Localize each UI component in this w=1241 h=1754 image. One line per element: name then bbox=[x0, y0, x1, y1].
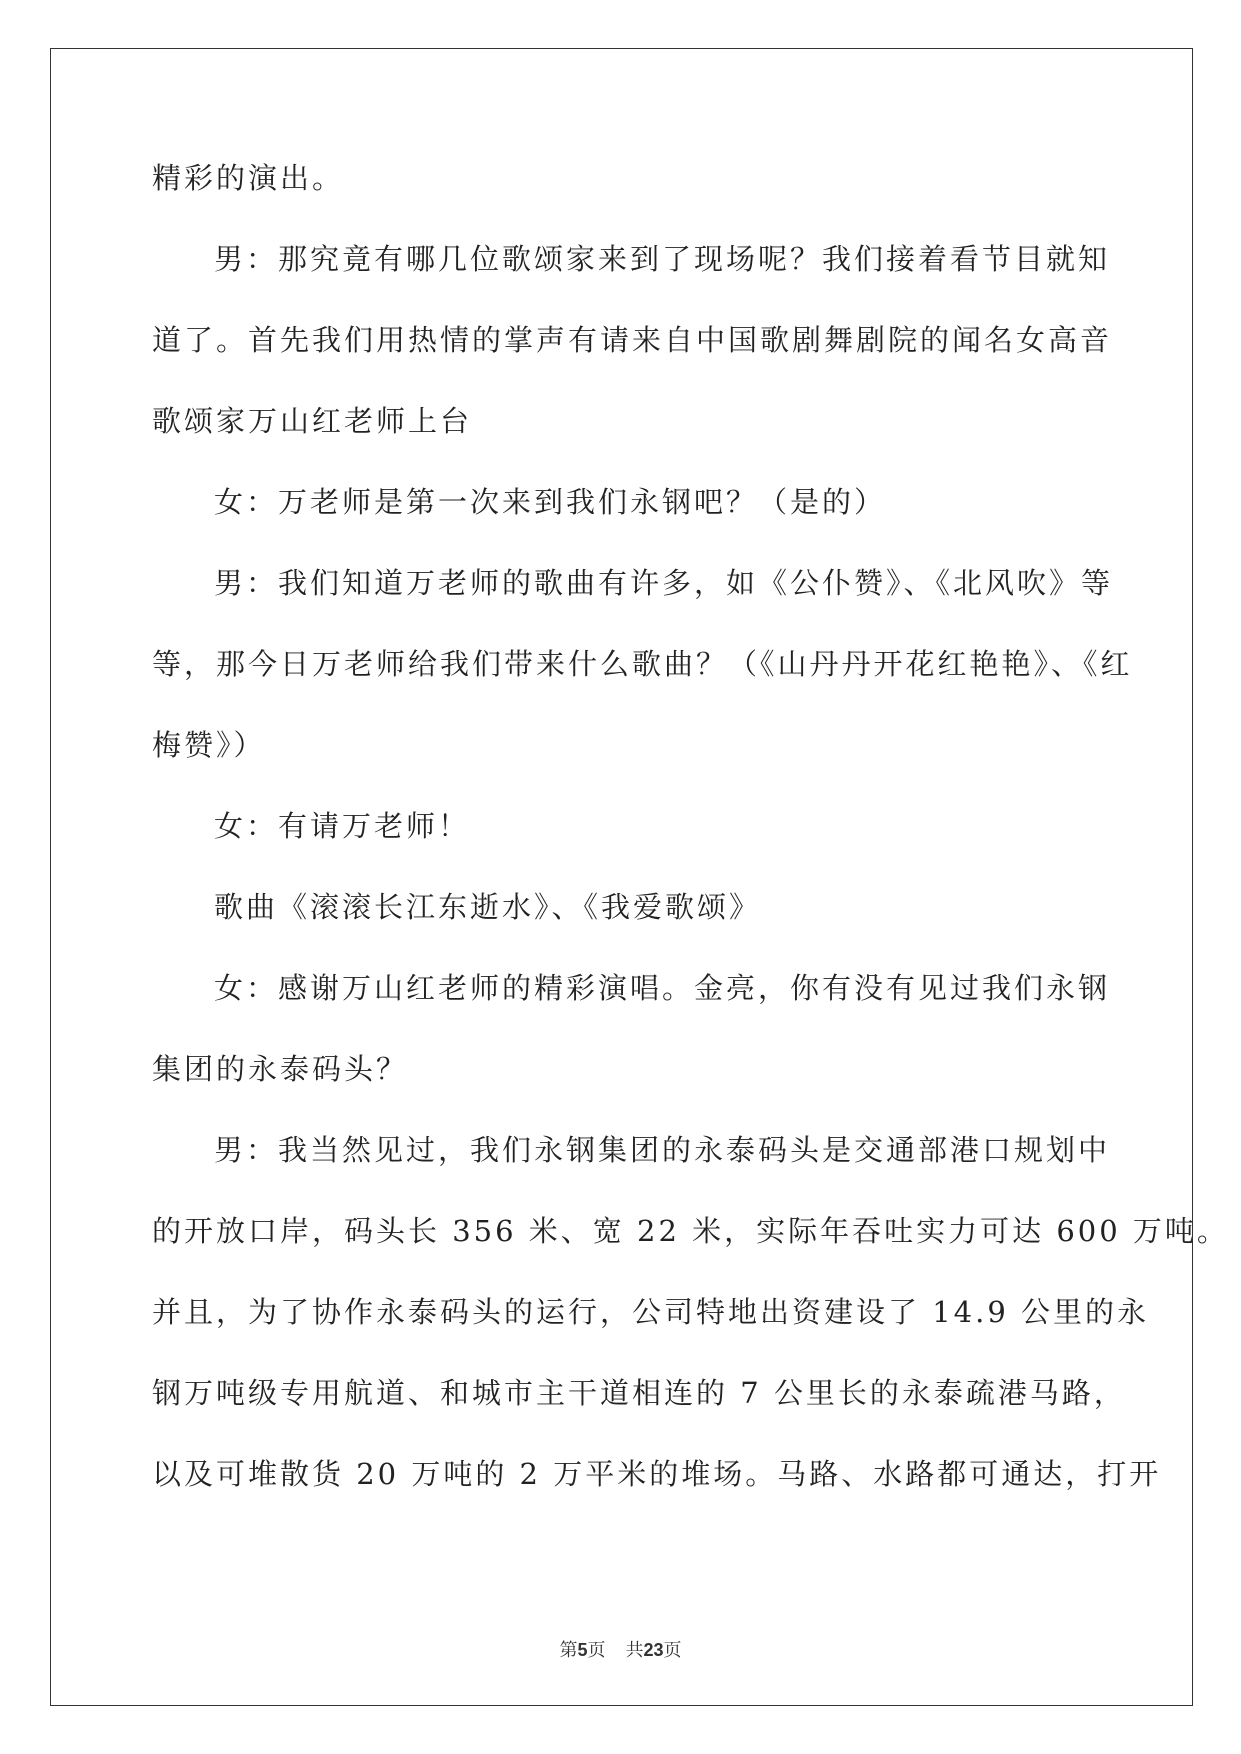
current-page-number: 5 bbox=[577, 1640, 588, 1660]
page-suffix: 页 bbox=[587, 1640, 606, 1661]
text-line: 集团的永泰码头？ bbox=[152, 1052, 409, 1086]
text-line: 男：我们知道万老师的歌曲有许多，如《公仆赞》、《北风吹》等 bbox=[214, 566, 1114, 600]
text-line: 女：万老师是第一次来到我们永钢吧？（是的） bbox=[214, 485, 887, 519]
text-line: 精彩的演出。 bbox=[152, 161, 345, 195]
page-footer bbox=[0, 1636, 1241, 1662]
text-line: 女：有请万老师！ bbox=[214, 809, 471, 843]
text-line: 钢万吨级专用航道、和城市主干道相连的 7 公里长的永泰疏港马路， bbox=[152, 1376, 1126, 1410]
text-line: 的开放口岸，码头长 356 米、宽 22 米，实际年吞吐实力可达 600 万吨。 bbox=[152, 1214, 1229, 1248]
text-line: 以及可堆散货 20 万吨的 2 万平米的堆场。马路、水路都可通达，打开 bbox=[152, 1457, 1162, 1491]
total-page-number: 23 bbox=[643, 1640, 664, 1660]
text-line: 歌曲《滚滚长江东逝水》、《我爱歌颂》 bbox=[214, 890, 762, 924]
text-line: 等，那今日万老师给我们带来什么歌曲？（《山丹丹开花红艳艳》、《红 bbox=[152, 647, 1133, 681]
text-line: 并且，为了协作永泰码头的运行，公司特地出资建设了 14.9 公里的永 bbox=[152, 1295, 1150, 1329]
total-prefix: 共 bbox=[625, 1640, 644, 1661]
text-line: 男：我当然见过，我们永钢集团的永泰码头是交通部港口规划中 bbox=[214, 1133, 1111, 1167]
document-body bbox=[152, 158, 1229, 1535]
page-prefix: 第 bbox=[559, 1640, 578, 1661]
text-line: 梅赞》） bbox=[152, 728, 266, 762]
text-line: 女：感谢万山红老师的精彩演唱。金亮，你有没有见过我们永钢 bbox=[214, 971, 1111, 1005]
text-line: 男：那究竟有哪几位歌颂家来到了现场呢？我们接着看节目就知 bbox=[214, 242, 1111, 276]
text-line: 道了。首先我们用热情的掌声有请来自中国歌剧舞剧院的闻名女高音 bbox=[152, 323, 1113, 357]
text-line: 歌颂家万山红老师上台 bbox=[152, 404, 473, 438]
total-suffix: 页 bbox=[663, 1640, 682, 1661]
